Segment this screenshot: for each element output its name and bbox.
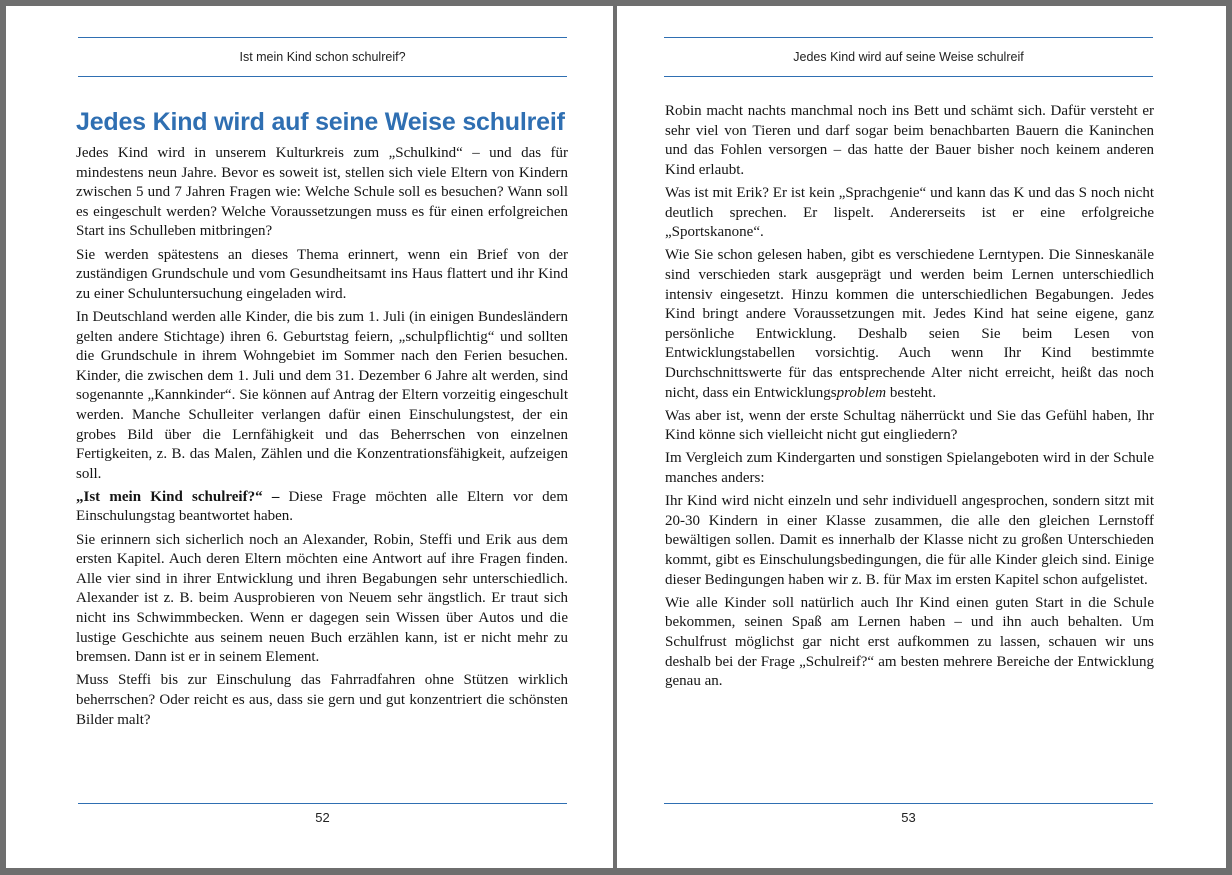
question-rest: Diese Frage möchten alle Eltern vor dem Einschulungstag beantwortet haben. (76, 488, 569, 525)
learning-types-text: Wie Sie schon gelesen haben, gibt es verschiedene Lerntypen. Die Sinneskanäle sind verschieden stark ausgeprägt und werden beim Lernen unterschiedlich intensiv eingesetzt. Hinzu kommen die unterschiedlichen Begabungen. Jedes Kind bringt andere Voraussetzungen mit. Jedes Kind hat seine eigene, ganz persönliche Entwicklung. Deshalb seien Sie beim Lesen von Entwicklungstabellen vorsichtig. Auch wenn Ihr Kind bestimmte Durchschnittswerte für das entsprechende Alter nicht erreicht, heißt das noch nicht, dass ein Entwicklungs (665, 247, 1154, 401)
chapter-title: Jedes Kind wird auf seine Weise schulreif (76, 108, 565, 136)
paragraph (665, 246, 1154, 403)
left-page (6, 6, 613, 868)
learning-types-end: besteht. (886, 384, 937, 401)
paragraph: Was aber ist, wenn der erste Schultag näherrückt und Sie das Gefühl haben, Ihr Kind könne sich vielleicht nicht gut eingliedern? (665, 407, 1154, 444)
paragraph (76, 488, 568, 527)
header-rule-top (78, 37, 567, 38)
right-page (617, 6, 1226, 868)
paragraph: Wie alle Kinder soll natürlich auch Ihr Kind einen guten Start in die Schule bekommen, seinen Spaß am Lernen haben – und ihn auch behalten. Um Schulfrust möglichst gar nicht erst aufkommen zu lassen, schauen wir uns deshalb bei der Frage „Schulreif?“ am besten mehrere Bereiche der Entwicklung genau an. (665, 594, 1154, 690)
paragraph: Im Vergleich zum Kindergarten und sonstigen Spielangeboten wird in der Schule manches anders: (665, 450, 1154, 487)
question-lead: „Ist mein Kind schulreif?“ – (76, 488, 280, 505)
header-rule-bottom (78, 76, 567, 77)
paragraph: Sie werden spätestens an dieses Thema erinnert, wenn ein Brief von der zuständigen Grundschule und vom Gesundheitsamt ins Haus flattert und ihr Kind zu einer Schuluntersuchung eingeladen wird. (76, 246, 568, 302)
paragraph: Was ist mit Erik? Er ist kein „Sprachgenie“ und kann das K und das S noch nicht deutlich sprechen. Er lispelt. Andererseits ist er eine erfolgreiche „Sportskanone“. (665, 184, 1154, 241)
italic-word: problem (836, 384, 887, 401)
header-rule-top (664, 37, 1153, 38)
footer-rule (664, 803, 1153, 804)
header-rule-bottom (664, 76, 1153, 77)
paragraph: Ihr Kind wird nicht einzeln und sehr individuell angesprochen, sondern sitzt mit 20-30 Kindern in einer Klasse zusammen, die alle den gleichen Lernstoff bewältigen sollen. Damit es innerhalb der Klasse nicht zu großen Unterschieden kommt, gibt es Einschulungsbedingungen, die für alle Kinder gleich sind. Einige dieser Bedingungen haben wir z. B. für Max im ersten Kapitel schon aufgelistet. (665, 493, 1154, 588)
page-number: 53 (901, 810, 916, 825)
footer-rule (78, 803, 567, 804)
paragraph: Robin macht nachts manchmal noch ins Bett und schämt sich. Dafür versteht er sehr viel von Tieren und darf sogar beim benachbarten Bauern die Kaninchen und das Fohlen versorgen – das hatte der Bauer bisher noch keinem anderen Kind erlaubt. (665, 103, 1154, 178)
paragraph: In Deutschland werden alle Kinder, die bis zum 1. Juli (in einigen Bundesländern gelten andere Stichtage) ihren 6. Geburtstag feiern, „schulpflichtig“ und sollten die Grundschule in ihrem Wohngebiet im Sommer nach den Ferien besuchen. Kinder, die zwischen dem 1. Juli und dem 31. Dezember 6 Jahre alt werden, sind sogenannte „Kannkinder“. Sie können auf Antrag der Eltern vorzeitig eingeschult werden. Manche Schulleiter verlangen dafür einen Einschulungstest, der ein grobes Bild über die Lernfähigkeit und das Beherrschen von einzelnen Fertigkeiten, z. B. das Malen, Zählen und die Konzentrationsfähigkeit, aufzeigen soll. (76, 308, 568, 482)
running-head: Ist mein Kind schon schulreif? (239, 50, 406, 64)
left-body-text (76, 107, 568, 734)
right-body-text (665, 102, 1154, 695)
paragraph: Jedes Kind wird in unserem Kulturkreis zum „Schulkind“ – und das für mindestens neun Jahre. Bevor es soweit ist, stellen sich viele Eltern von Kindern zwischen 5 und 7 Jahren Fragen wie: Welche Schule soll es besuchen? Wann soll es eingeschult werden? Welche Voraussetzungen muss es für einen erfolgreichen Start ins Schulleben mitbringen? (76, 145, 568, 240)
page-number: 52 (315, 810, 330, 825)
paragraph: Sie erinnern sich sicherlich noch an Alexander, Robin, Steffi und Erik aus dem ersten Kapitel. Auch deren Eltern möchten eine Antwort auf ihre Fragen finden. Alle vier sind in ihrer Entwicklung und ihren Begabungen sehr unterschiedlich. Alexander ist z. B. beim Ausprobieren von Neuem sehr ängstlich. Er traut sich nicht ins Schwimmbecken. Wenn er dagegen sein Wissen über Autos und die lustige Geschichte aus seinem neuen Buch erzählen kann, ist er nicht mehr zu bremsen. Dann ist er in seinem Element. (76, 531, 568, 666)
paragraph: Muss Steffi bis zur Einschulung das Fahrradfahren ohne Stützen wirklich beherrschen? Oder reicht es aus, dass sie gern und gut konzentriert die schönsten Bilder malt? (76, 672, 568, 728)
running-head: Jedes Kind wird auf seine Weise schulreif (793, 50, 1024, 64)
